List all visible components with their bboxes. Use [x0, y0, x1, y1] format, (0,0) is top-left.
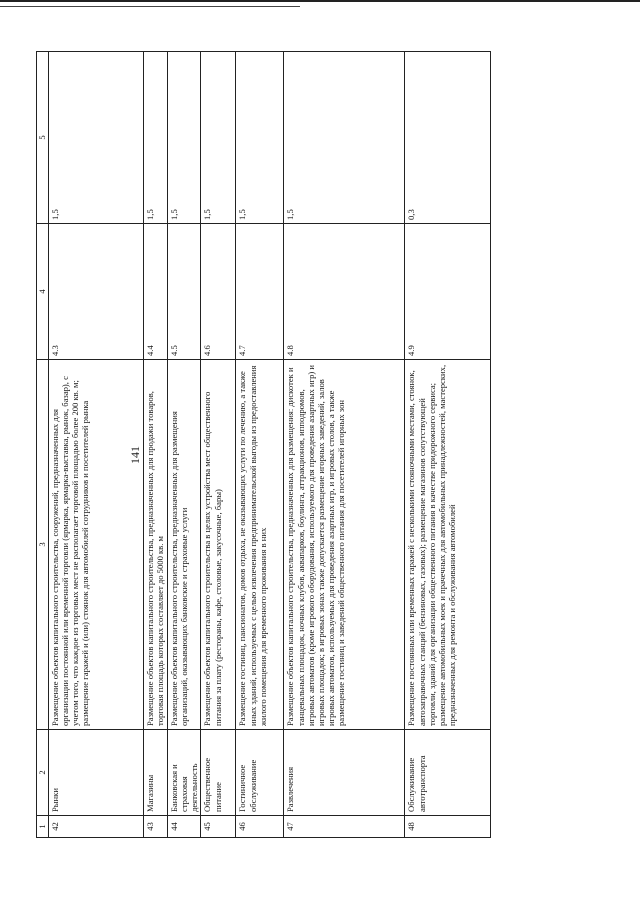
table-row [168, 52, 201, 838]
classifier-code: 4.8 [284, 224, 405, 360]
row-number: 47 [284, 816, 405, 838]
classifier-code: 4.6 [201, 224, 236, 360]
coefficient-value: 1,5 [168, 52, 201, 224]
rotated-page [0, 40, 640, 870]
use-type-name: Гостиничное обслуживание [236, 730, 284, 816]
coefficient-value: 1,5 [201, 52, 236, 224]
column-header-3: 3 [37, 360, 49, 730]
row-number: 48 [405, 816, 491, 838]
row-number: 45 [201, 816, 236, 838]
column-header-1: 1 [37, 816, 49, 838]
coefficient-value: 0,3 [405, 52, 491, 224]
column-header-4: 4 [37, 224, 49, 360]
use-type-name: Банковская и страховая деятельность [168, 730, 201, 816]
use-type-description: Размещение объектов капитального строительства, предназначенных для продажи товаров, торговая площадь которых составляет до 5000 кв. м [144, 360, 168, 730]
top-rule [0, 0, 640, 2]
page-number: 141 [128, 446, 142, 464]
row-number: 42 [49, 816, 144, 838]
use-type-name: Развлечения [284, 730, 405, 816]
classifier-code: 4.4 [144, 224, 168, 360]
top-rule-secondary [0, 6, 300, 7]
classifier-code: 4.9 [405, 224, 491, 360]
row-number: 46 [236, 816, 284, 838]
table-row [284, 52, 405, 838]
use-type-description: Размещение объектов капитального строительства в целях устройства мест общественного питания за плату (рестораны, кафе, столовые, закусочные, бары) [201, 360, 236, 730]
use-type-description: Размещение объектов капитального строительства, предназначенных для размещения: дискотек и танцевальных площадок, ночных клубов, аквапарков, боулинга, аттракционов, ипподромов, игровых автоматов (кроме игрового оборудования, используемого для проведения азартных игр) и игровых площадок; в игровых зонах также допускается размещение игорных заведений, залов игровых автоматов, используемых для проведения азартных игр, и игровых столов, а также размещение гостиниц и заведений общественного питания для посетителей игорных зон [284, 360, 405, 730]
coefficient-value: 1,5 [49, 52, 144, 224]
table-row [405, 52, 491, 838]
table-row [49, 52, 144, 838]
use-type-description: Размещение объектов капитального строительства, предназначенных для размещения организаций, оказывающих банковские и страховые услуги [168, 360, 201, 730]
row-number: 44 [168, 816, 201, 838]
table-row [236, 52, 284, 838]
coefficient-value: 1,5 [144, 52, 168, 224]
land-use-table [36, 51, 491, 838]
table-row [201, 52, 236, 838]
column-header-2: 2 [37, 730, 49, 816]
use-type-name: Магазины [144, 730, 168, 816]
classifier-code: 4.7 [236, 224, 284, 360]
use-type-name: Обслуживание автотранспорта [405, 730, 491, 816]
classifier-code: 4.3 [49, 224, 144, 360]
table-row [144, 52, 168, 838]
use-type-name: Общественное питание [201, 730, 236, 816]
use-type-description: Размещение постоянных или временных гаражей с несколькими стояночными местами, стоянок, автозаправочных станций (бензиновых, газовых); размещение магазинов сопутствующей торговли, зданий для организации общественного питания в качестве придорожного сервиса; размещение автомобильных моек и прачечных для автомобильных принадлежностей, мастерских, предназначенных для ремонта и обслуживания автомобилей [405, 360, 491, 730]
coefficient-value: 1,5 [236, 52, 284, 224]
table-header-row [37, 52, 49, 838]
coefficient-value: 1,5 [284, 52, 405, 224]
use-type-description: Размещение объектов капитального строительства, сооружений, предназначенных для организации постоянной или временной торговли (ярмарка, ярмарка-выставка, рынок, базар), с учетом того, что каждое из торговых мест не располагает торговой площадью более 200 кв. м; размещение гаражей и (или) стоянок для автомобилей сотрудников и посетителей рынка [49, 360, 144, 730]
row-number: 43 [144, 816, 168, 838]
use-type-name: Рынки [49, 730, 144, 816]
classifier-code: 4.5 [168, 224, 201, 360]
use-type-description: Размещение гостиниц, пансионатов, домов отдыха, не оказывающих услуги по лечению, а также иных зданий, используемых с целью извлечения предпринимательской выгоды из предоставления жилого помещения для временного проживания в них [236, 360, 284, 730]
column-header-5: 5 [37, 52, 49, 224]
